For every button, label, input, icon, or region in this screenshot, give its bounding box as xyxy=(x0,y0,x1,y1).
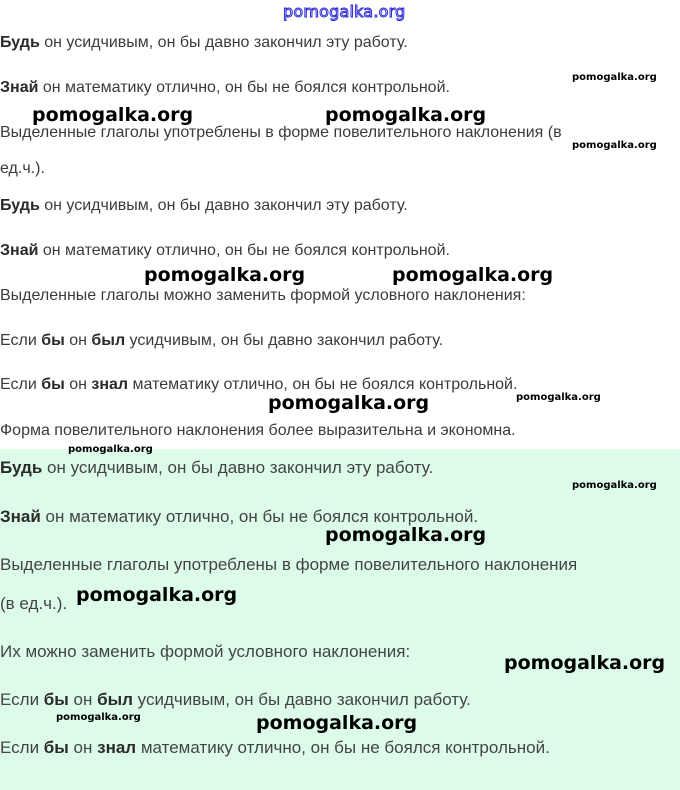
sentence-text: он усидчивым, он бы давно закончил эту работу. xyxy=(42,458,434,477)
bold-particle: бы xyxy=(41,332,65,349)
sentence-text: он математику отлично, он бы не боялся контрольной. xyxy=(38,242,450,259)
answer-conditional-sentence-1 xyxy=(0,690,471,710)
sentence-znai xyxy=(0,79,450,97)
watermark: pomogalka.org xyxy=(268,392,430,414)
sentence-text: усидчивым, он бы давно закончил работу. xyxy=(132,690,471,709)
sentence-znai-repeat xyxy=(0,242,450,260)
watermark: pomogalka.org xyxy=(68,444,153,455)
sentence-text: усидчивым, он бы давно закончил работу. xyxy=(125,332,444,349)
sentence-text: он xyxy=(68,738,98,757)
watermark: pomogalka.org xyxy=(56,712,141,723)
explanation-line-1: Выделенные глаголы употреблены в форме повелительного наклонения (в xyxy=(0,124,562,141)
answer-replacement-intro: Их можно заменить формой условного наклонения: xyxy=(0,642,411,661)
answer-explanation-line-1: Выделенные глаголы употреблены в форме повелительного наклонения xyxy=(0,555,578,574)
sentence-text: математику отлично, он бы не боялся контрольной. xyxy=(136,738,550,757)
sentence-text: Если xyxy=(0,690,44,709)
watermark: pomogalka.org xyxy=(325,524,487,546)
sentence-text: он xyxy=(64,332,92,349)
watermark: pomogalka.org xyxy=(516,392,601,403)
replacement-intro: Выделенные глаголы можно заменить формой условного наклонения: xyxy=(0,287,526,304)
bold-verb: Знай xyxy=(0,507,41,526)
sentence-text: он математику отлично, он бы не боялся контрольной. xyxy=(40,507,479,526)
sentence-text: математику отлично, он бы не боялся контрольной. xyxy=(128,376,518,393)
watermark: pomogalka.org xyxy=(256,712,418,734)
bold-verb: Знай xyxy=(0,242,39,259)
sentence-text: он математику отлично, он бы не боялся контрольной. xyxy=(38,79,450,96)
watermark: pomogalka.org xyxy=(572,480,657,491)
sentence-text: он усидчивым, он бы давно закончил эту работу. xyxy=(39,197,408,214)
watermark: pomogalka.org xyxy=(572,72,657,83)
bold-particle: бы xyxy=(43,690,69,709)
bold-verb: Будь xyxy=(0,458,43,477)
watermark: pomogalka.org xyxy=(144,264,306,286)
explanation-line-2: ед.ч.). xyxy=(0,160,45,177)
sentence-text: он xyxy=(68,690,98,709)
conditional-sentence-1 xyxy=(0,332,443,350)
bold-verb: знал xyxy=(97,738,137,757)
watermark: pomogalka.org xyxy=(325,104,487,126)
sentence-text: он xyxy=(64,376,92,393)
conditional-sentence-2 xyxy=(0,376,517,394)
watermark: pomogalka.org xyxy=(32,104,194,126)
conclusion: Форма повелительного наклонения более выразительна и экономна. xyxy=(0,422,516,439)
sentence-bud-repeat xyxy=(0,197,408,215)
site-header-logo: pomogalka.org xyxy=(283,2,406,21)
sentence-text: Если xyxy=(0,376,42,393)
watermark: pomogalka.org xyxy=(76,584,238,606)
answer-explanation-line-2: (в ед.ч.). xyxy=(0,594,68,613)
watermark: pomogalka.org xyxy=(392,264,554,286)
bold-particle: бы xyxy=(41,376,65,393)
sentence-text: он усидчивым, он бы давно закончил эту работу. xyxy=(39,34,408,51)
bold-verb: был xyxy=(97,690,133,709)
bold-particle: бы xyxy=(43,738,69,757)
bold-verb: был xyxy=(91,332,126,349)
bold-verb: Будь xyxy=(0,34,40,51)
answer-sentence-bud xyxy=(0,458,433,478)
sentence-bud xyxy=(0,34,408,52)
bold-verb: Будь xyxy=(0,197,40,214)
answer-conditional-sentence-2 xyxy=(0,738,550,758)
sentence-text: Если xyxy=(0,332,42,349)
bold-verb: Знай xyxy=(0,79,39,96)
sentence-text: Если xyxy=(0,738,44,757)
watermark: pomogalka.org xyxy=(504,652,666,674)
bold-verb: знал xyxy=(91,376,129,393)
watermark: pomogalka.org xyxy=(572,140,657,151)
